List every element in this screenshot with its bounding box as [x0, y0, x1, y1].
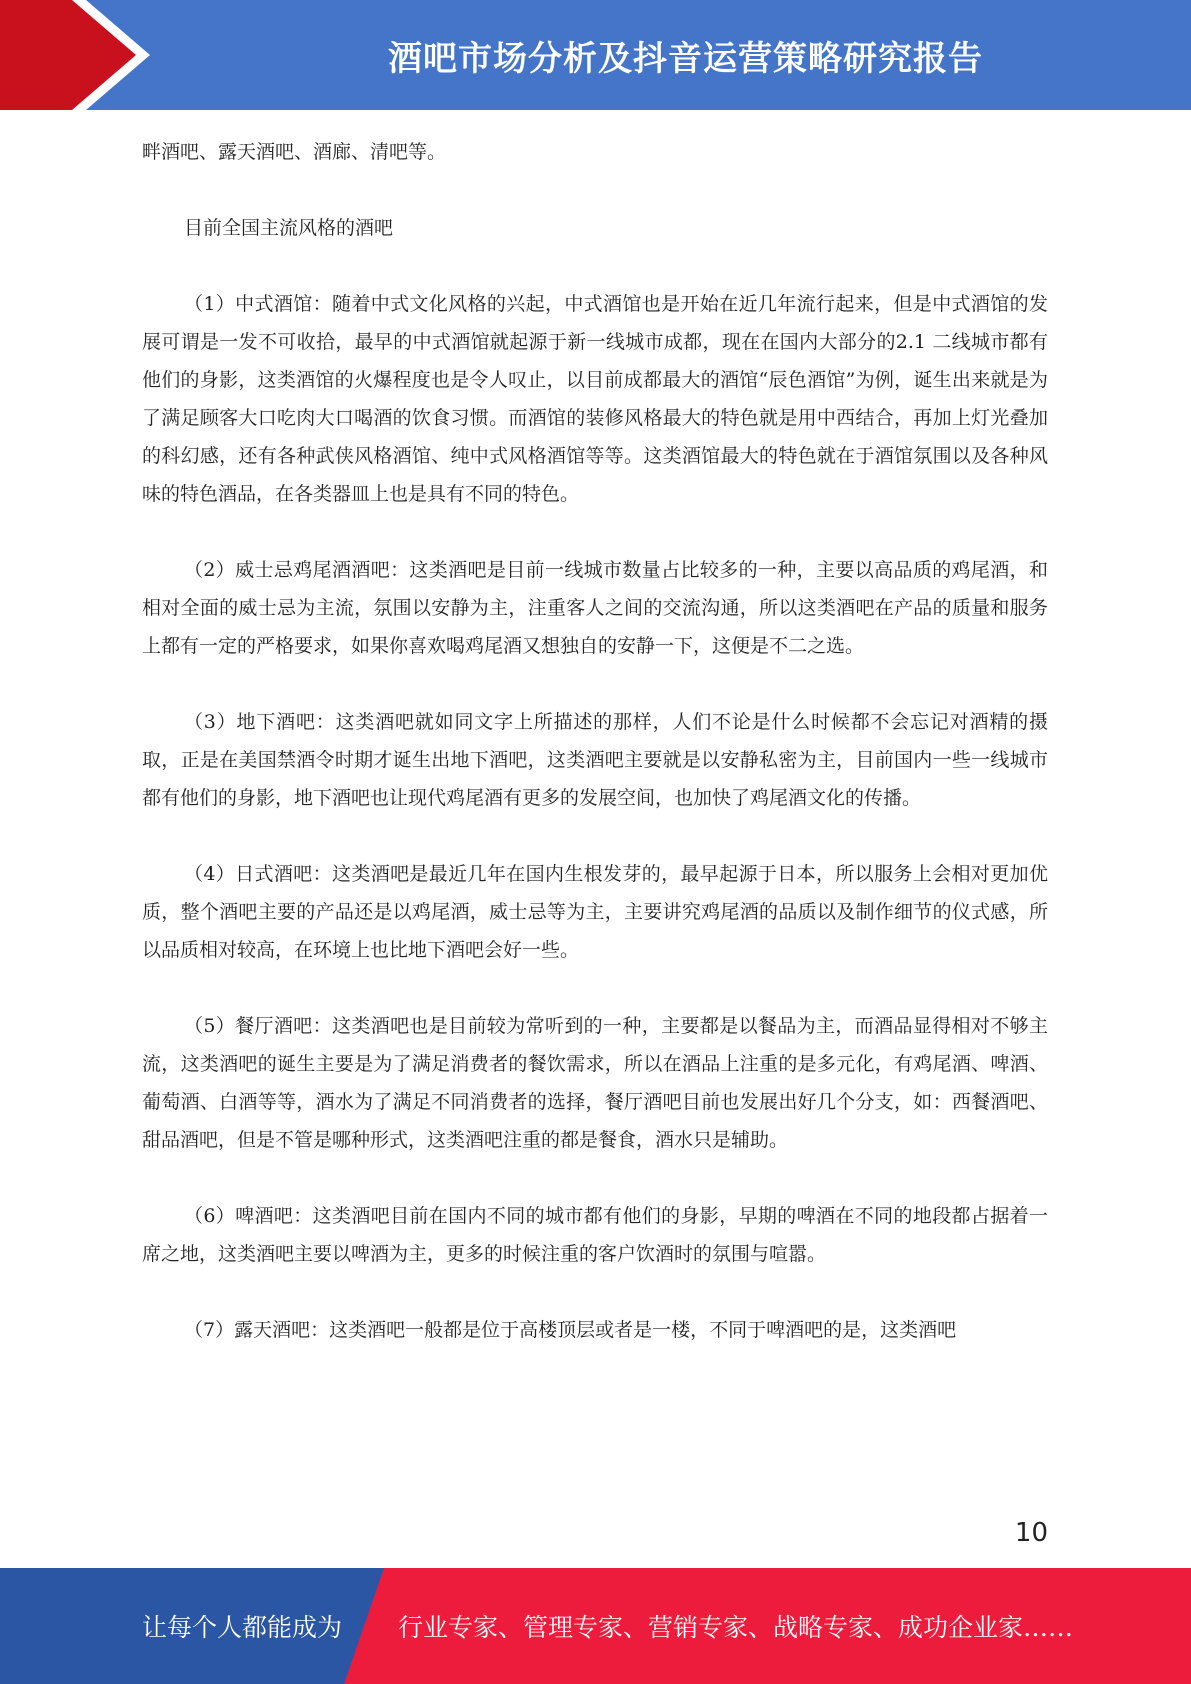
section-heading: 目前全国主流风格的酒吧: [184, 217, 394, 239]
intro-tail-text: 畔酒吧、露天酒吧、酒廊、清吧等。: [142, 141, 447, 163]
paragraph-6: （6）啤酒吧：这类酒吧目前在国内不同的城市都有他们的身影，早期的啤酒在不同的地段都占据着一席之地，这类酒吧主要以啤酒为主，更多的时候注重的客户饮酒时的氛围与喧嚣。: [142, 1205, 1048, 1265]
page-header: [0, 0, 1191, 110]
page-footer: [0, 1568, 1191, 1684]
paragraph-3: （3）地下酒吧：这类酒吧就如同文字上所描述的那样，人们不论是什么时候都不会忘记对酒精的摄取，正是在美国禁酒令时期才诞生出地下酒吧，这类酒吧主要就是以安静私密为主，目前国内一些一线城市都有他们的身影，地下酒吧也让现代鸡尾酒有更多的发展空间，也加快了鸡尾酒文化的传播。: [142, 711, 1048, 809]
footer-slogan-right: 行业专家、管理专家、营销专家、战略专家、成功企业家……: [398, 1613, 1074, 1642]
paragraph-1: （1）中式酒馆：随着中式文化风格的兴起，中式酒馆也是开始在近几年流行起来，但是中式酒馆的发展可谓是一发不可收拾，最早的中式酒馆就起源于新一线城市成都，现在在国内大部分的2.1 二线城市都有他们的身影，这类酒馆的火爆程度也是令人叹止，以目前成都最大的酒馆“辰色酒馆”为例，诞生出来就是为了满足顾客大口吃肉大口喝酒的饮食习惯。而酒馆的装修风格最大的特色就是用中西结合，再加上灯光叠加的科幻感，还有各种武侠风格酒馆、纯中式风格酒馆等等。这类酒馆最大的特色就在于酒馆氛围以及各种风味的特色酒品，在各类器皿上也是具有不同的特色。: [142, 293, 1048, 505]
paragraph-2: （2）威士忌鸡尾酒酒吧：这类酒吧是目前一线城市数量占比较多的一种，主要以高品质的鸡尾酒，和相对全面的威士忌为主流，氛围以安静为主，注重客人之间的交流沟通，所以这类酒吧在产品的质量和服务上都有一定的严格要求，如果你喜欢喝鸡尾酒又想独自的安静一下，这便是不二之选。: [142, 559, 1048, 657]
document-title: 酒吧市场分析及抖音运营策略研究报告: [388, 38, 983, 79]
footer-slogan-left: 让每个人都能成为: [142, 1613, 343, 1642]
page-number: 10: [1014, 1518, 1048, 1548]
paragraph-7: （7）露天酒吧：这类酒吧一般都是位于高楼顶层或者是一楼，不同于啤酒吧的是，这类酒吧: [184, 1319, 957, 1341]
paragraph-4: （4）日式酒吧：这类酒吧是最近几年在国内生根发芽的，最早起源于日本，所以服务上会相对更加优质，整个酒吧主要的产品还是以鸡尾酒，威士忌等为主，主要讲究鸡尾酒的品质以及制作细节的仪式感，所以品质相对较高，在环境上也比地下酒吧会好一些。: [142, 863, 1048, 961]
page-body: [142, 133, 1048, 1387]
paragraph-5: （5）餐厅酒吧：这类酒吧也是目前较为常听到的一种，主要都是以餐品为主，而酒品显得相对不够主流，这类酒吧的诞生主要是为了满足消费者的餐饮需求，所以在酒品上注重的是多元化，有鸡尾酒、啤酒、葡萄酒、白酒等等，酒水为了满足不同消费者的选择，餐厅酒吧目前也发展出好几个分支，如：西餐酒吧、甜品酒吧，但是不管是哪种形式，这类酒吧注重的都是餐食，酒水只是辅助。: [142, 1015, 1048, 1151]
